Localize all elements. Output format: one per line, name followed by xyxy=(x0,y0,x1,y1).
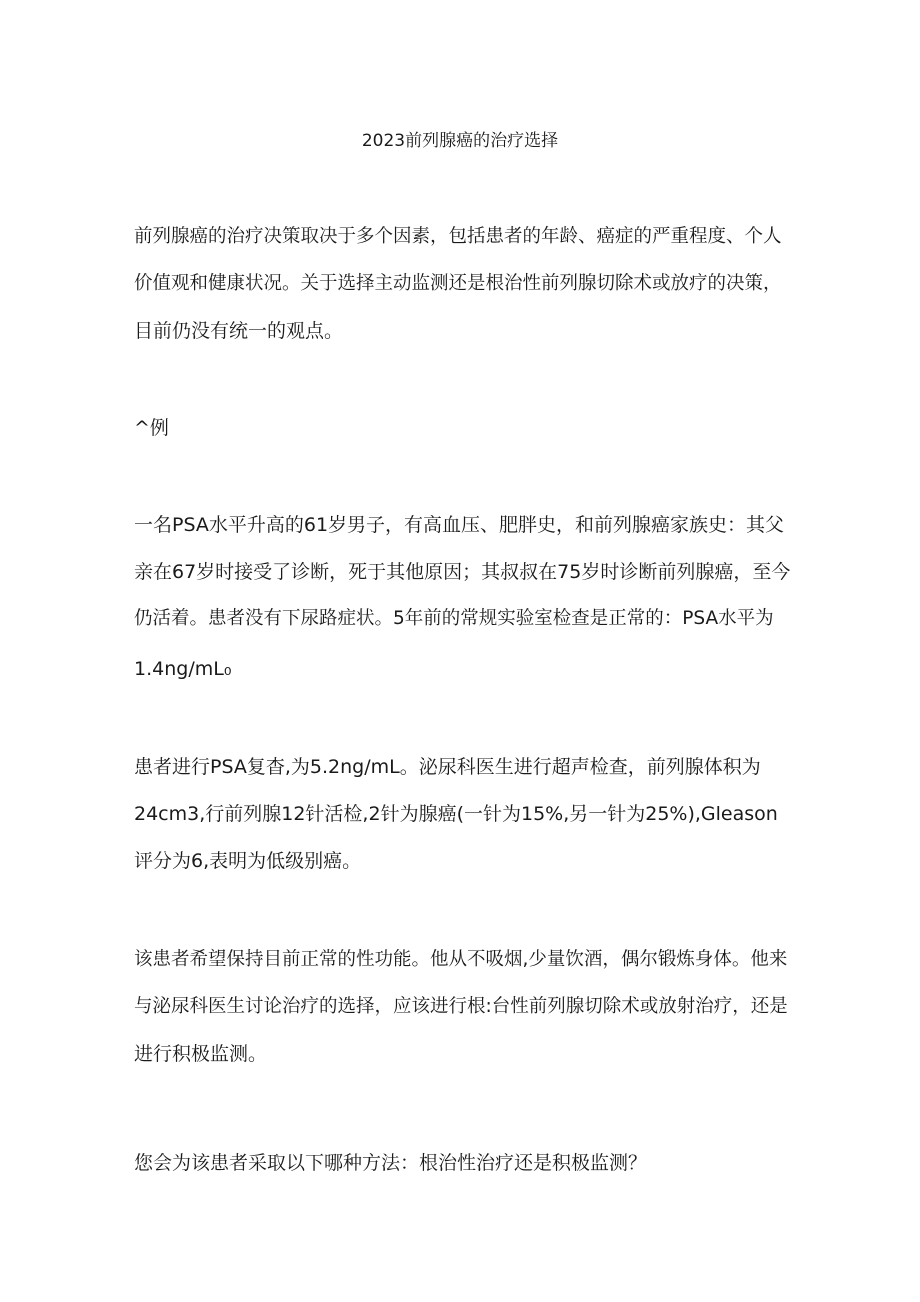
case-history-line: 亲在67岁时接受了诊断，死于其他原因；其叔叔在75岁时诊断前列腺癌，至今 xyxy=(134,561,791,583)
document-title: 2023前列腺癌的治疗选择 xyxy=(361,131,559,151)
paragraph-intro-line: 目前仍没有统一的观点。 xyxy=(134,320,344,342)
case-heading: ^例 xyxy=(134,417,169,439)
case-history-line: 1.4ng/mL₀ xyxy=(134,658,232,680)
paragraph-intro-line: 价值观和健康状况。关于选择主动监测还是根治性前列腺切除术或放疗的决策， xyxy=(134,273,782,294)
case-history-line: 仍活着。患者没有下尿路症状。5年前的常规实验室检查是正常的：PSA水平为 xyxy=(134,608,774,629)
patient-preference-line: 进行积极监测。 xyxy=(134,1043,268,1065)
patient-preference-line: 该患者希望保持目前正常的性功能。他从不吸烟,少量饮酒，偶尔锻炼身体。他来 xyxy=(134,949,788,970)
question-line: 您会为该患者采取以下哪种方法：根治性治疗还是积极监测？ xyxy=(134,1152,648,1174)
patient-preference-line: 与泌尿科医生讨论治疗的选择，应该进行根:台性前列腺切除术或放射治疗，还是 xyxy=(134,996,788,1017)
case-exam-line: 患者进行PSA复杳,为5.2ng/mL。泌尿科医生进行超声检查，前列腺体积为 xyxy=(134,756,761,778)
case-exam-line: 24cm3,行前列腺12针活检,2针为腺癌(一针为15%,另一针为25%),Gleason xyxy=(134,803,778,825)
case-history-line: 一名PSA水平升高的61岁男子，有高血压、肥胖史，和前列腺癌家族史：其父 xyxy=(134,514,785,536)
paragraph-intro-line: 前列腺癌的治疗决策取决于多个因素，包括患者的年龄、癌症的严重程度、个人 xyxy=(134,226,782,247)
case-exam-line: 评分为6,表明为低级别癌。 xyxy=(134,850,362,872)
